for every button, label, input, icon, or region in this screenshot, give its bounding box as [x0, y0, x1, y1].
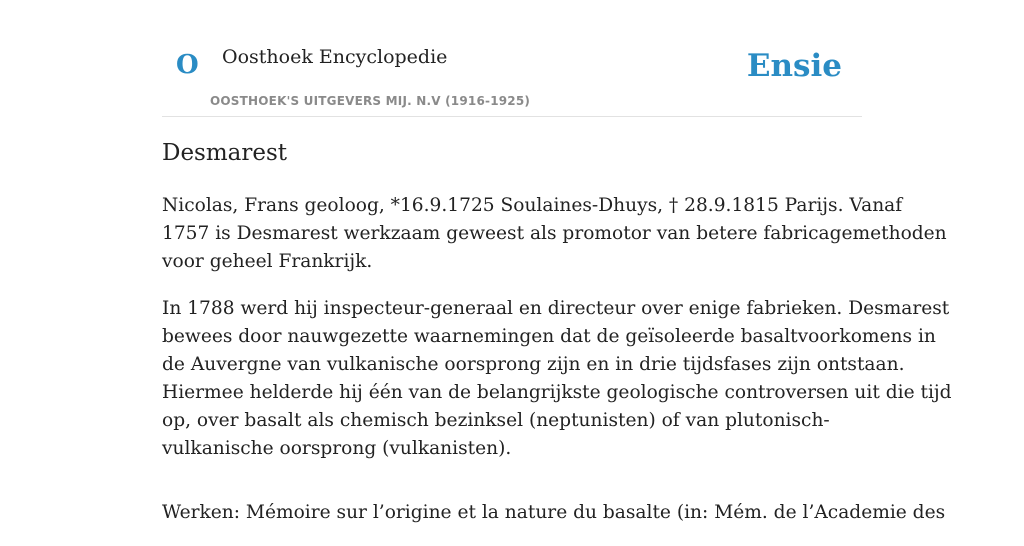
- paragraph-biography: [162, 192, 947, 276]
- source-logo[interactable]: O: [176, 50, 199, 80]
- paragraph-career: [162, 295, 952, 463]
- source-header: [162, 0, 862, 117]
- paragraph-works: [162, 499, 946, 527]
- source-title[interactable]: Oosthoek Encyclopedie: [222, 46, 448, 68]
- entry-body: [162, 192, 952, 546]
- text-line: op, over basalt als chemisch bezinksel (neptunisten) of van plutonisch-: [162, 410, 830, 431]
- text-line: In 1788 werd hij inspecteur-generaal en directeur over enige fabrieken. Desmarest: [162, 298, 950, 319]
- article-container: [162, 0, 952, 523]
- text-line: vulkanische oorsprong (vulkanisten).: [162, 438, 512, 459]
- entry-title: Desmarest: [162, 140, 288, 166]
- text-line: Werken: Mémoire sur l’origine et la nature du basalte (in: Mém. de l’Academie des: [162, 502, 946, 523]
- text-line: voor geheel Frankrijk.: [162, 251, 373, 272]
- text-line: Hiermee helderde hij één van de belangrijkste geologische controversen uit die tijd: [162, 382, 952, 403]
- source-subtitle: OOSTHOEK'S UITGEVERS MIJ. N.V (1916-1925): [210, 94, 531, 108]
- ensie-logo[interactable]: Ensie: [746, 48, 842, 84]
- text-line: Nicolas, Frans geoloog, *16.9.1725 Soulaines-Dhuys, † 28.9.1815 Parijs. Vanaf: [162, 195, 903, 216]
- text-line: bewees door nauwgezette waarnemingen dat de geïsoleerde basaltvoorkomens in: [162, 326, 936, 347]
- text-line: de Auvergne van vulkanische oorsprong zijn en in drie tijdsfases zijn ontstaan.: [162, 354, 905, 375]
- text-line: 1757 is Desmarest werkzaam geweest als promotor van betere fabricagemethoden: [162, 223, 947, 244]
